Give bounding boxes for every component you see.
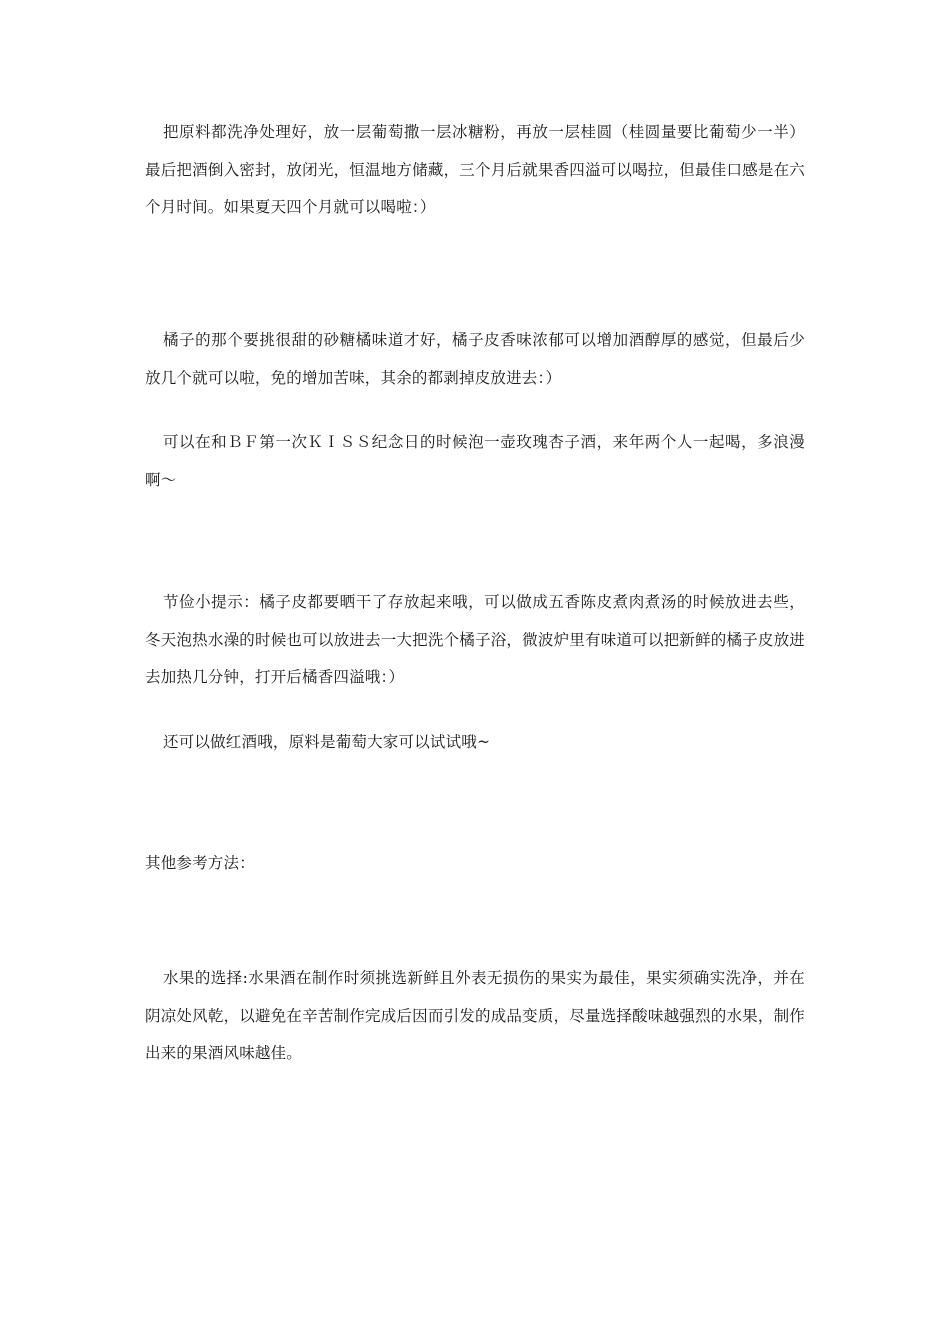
paragraph-other-methods-heading: 其他参考方法：	[145, 854, 255, 872]
paragraph-grape-longan-method: 把原料都洗净处理好，放一层葡萄撒一层冰糖粉，再放一层桂圆（桂圆量要比葡萄少一半）最后把酒倒入密封，放闭光，恒温地方储藏，三个月后就果香四溢可以喝拉，但最佳口感是在六个月时间。如果夏天四个月就可以喝啦：）	[145, 123, 805, 216]
paragraph-orange-tips: 橘子的那个要挑很甜的砂糖橘味道才好，橘子皮香味浓郁可以增加酒醇厚的感觉，但最后少放几个就可以啦，免的增加苦味，其余的都剥掉皮放进去：）	[145, 331, 805, 387]
paragraph-rose-apricot-wine: 可以在和ＢＦ第一次ＫＩＳＳ纪念日的时候泡一壶玫瑰杏子酒，来年两个人一起喝，多浪漫啊～	[145, 433, 805, 489]
paragraph-fruit-selection: 水果的选择:水果酒在制作时须挑选新鲜且外表无损伤的果实为最佳，果实须确实洗净，并在阴凉处风乾，以避免在辛苦制作完成后因而引发的成品变质，尽量选择酸味越强烈的水果，制作出来的果酒风味越佳。	[145, 969, 805, 1062]
paragraph-red-wine: 还可以做红酒哦，原料是葡萄大家可以试试哦~	[163, 733, 491, 751]
paragraph-thrift-tips: 节俭小提示：橘子皮都要晒干了存放起来哦，可以做成五香陈皮煮肉煮汤的时候放进去些，冬天泡热水澡的时候也可以放进去一大把洗个橘子浴，微波炉里有味道可以把新鲜的橘子皮放进去加热几分钟，打开后橘香四溢哦：）	[145, 593, 805, 686]
